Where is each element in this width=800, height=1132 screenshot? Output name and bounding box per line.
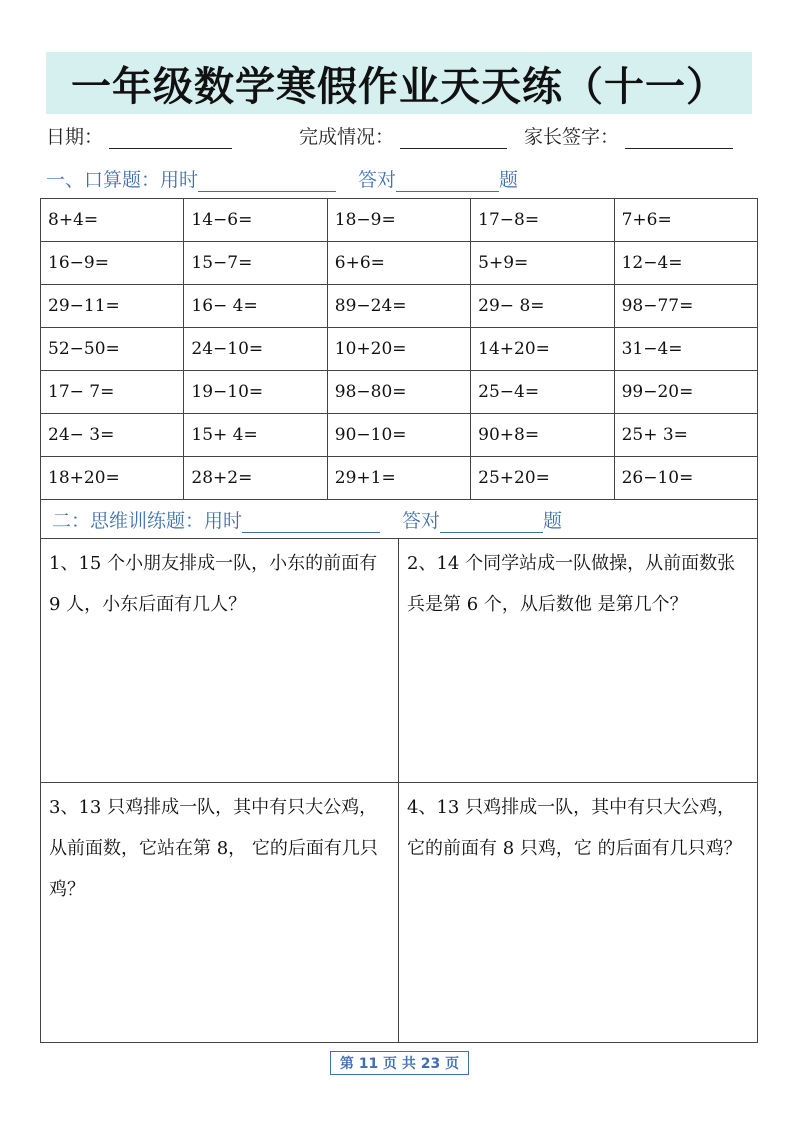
- title-banner: [46, 52, 752, 114]
- status-label: 完成情况：: [299, 126, 395, 148]
- problem-cell[interactable]: 29− 8=: [471, 285, 614, 328]
- problem-cell[interactable]: 8+4=: [41, 199, 184, 242]
- problem-cell[interactable]: 16− 4=: [184, 285, 327, 328]
- oral-calculation-table: [40, 198, 758, 500]
- problem-cell[interactable]: 89−24=: [327, 285, 470, 328]
- problem-cell[interactable]: 24−10=: [184, 328, 327, 371]
- problem-cell[interactable]: 25+ 3=: [614, 414, 757, 457]
- problem-cell[interactable]: 14+20=: [471, 328, 614, 371]
- date-field: [46, 122, 232, 149]
- problem-cell[interactable]: 18+20=: [41, 457, 184, 500]
- table-row: [41, 414, 758, 457]
- section1-time-blank[interactable]: [198, 171, 336, 192]
- problem-cell[interactable]: 31−4=: [614, 328, 757, 371]
- word-problem-2[interactable]: 2、14 个同学站成一队做操，从前面数张兵是第 6 个，从后数他 是第几个？: [398, 538, 758, 783]
- table-row: [41, 328, 758, 371]
- section2-time-blank[interactable]: [242, 512, 380, 533]
- problem-cell[interactable]: 24− 3=: [41, 414, 184, 457]
- section2-correct-label: 答对: [402, 510, 441, 532]
- info-row: [46, 122, 752, 152]
- section1-correct-blank[interactable]: [396, 171, 499, 192]
- section2-suffix: 题: [543, 510, 563, 532]
- problem-cell[interactable]: 19−10=: [184, 371, 327, 414]
- signature-field: [524, 122, 733, 149]
- section1-prefix: 一、口算题：用时: [46, 169, 199, 191]
- problem-cell[interactable]: 15+ 4=: [184, 414, 327, 457]
- section1-suffix: 题: [499, 169, 519, 191]
- problem-cell[interactable]: 7+6=: [614, 199, 757, 242]
- status-blank[interactable]: [400, 128, 507, 149]
- table-row: [41, 285, 758, 328]
- problem-cell[interactable]: 18−9=: [327, 199, 470, 242]
- problem-cell[interactable]: 25+20=: [471, 457, 614, 500]
- problem-cell[interactable]: 16−9=: [41, 242, 184, 285]
- problem-cell[interactable]: 29−11=: [41, 285, 184, 328]
- section2-correct-blank[interactable]: [440, 512, 543, 533]
- problem-cell[interactable]: 6+6=: [327, 242, 470, 285]
- table-row: [41, 457, 758, 500]
- signature-blank[interactable]: [625, 128, 733, 149]
- section2-prefix: 二：思维训练题：用时: [52, 510, 243, 532]
- problem-cell[interactable]: 25−4=: [471, 371, 614, 414]
- section1-correct-label: 答对: [358, 169, 397, 191]
- problem-cell[interactable]: 10+20=: [327, 328, 470, 371]
- problem-cell[interactable]: 98−80=: [327, 371, 470, 414]
- problem-cell[interactable]: 90+8=: [471, 414, 614, 457]
- table-row: [41, 199, 758, 242]
- problem-cell[interactable]: 15−7=: [184, 242, 327, 285]
- problem-cell[interactable]: 12−4=: [614, 242, 757, 285]
- problem-cell[interactable]: 26−10=: [614, 457, 757, 500]
- page-title: 一年级数学寒假作业天天练（十一）: [71, 63, 727, 110]
- problem-cell[interactable]: 99−20=: [614, 371, 757, 414]
- problem-cell[interactable]: 90−10=: [327, 414, 470, 457]
- section1-heading: [46, 165, 518, 192]
- status-field: [299, 122, 507, 149]
- problem-cell[interactable]: 17−8=: [471, 199, 614, 242]
- page-indicator: 第 11 页 共 23 页: [330, 1051, 469, 1075]
- table-row: [41, 371, 758, 414]
- problem-cell[interactable]: 29+1=: [327, 457, 470, 500]
- problem-cell[interactable]: 14−6=: [184, 199, 327, 242]
- word-problem-3[interactable]: 3、13 只鸡排成一队，其中有只大公鸡，从前面数，它站在第 8， 它的后面有几只鸡？: [40, 782, 399, 1043]
- table-row: [41, 242, 758, 285]
- problem-cell[interactable]: 17− 7=: [41, 371, 184, 414]
- word-problem-1[interactable]: 1、15 个小朋友排成一队，小东的前面有 9 人，小东后面有几人？: [40, 538, 399, 783]
- date-blank[interactable]: [109, 128, 232, 149]
- signature-label: 家长签字：: [524, 126, 620, 148]
- section2-heading: [52, 506, 562, 533]
- problem-cell[interactable]: 5+9=: [471, 242, 614, 285]
- date-label: 日期：: [46, 126, 104, 148]
- word-problem-grid: [40, 538, 758, 1043]
- word-problem-4[interactable]: 4、13 只鸡排成一队，其中有只大公鸡，它的前面有 8 只鸡，它 的后面有几只鸡？: [398, 782, 758, 1043]
- problem-cell[interactable]: 98−77=: [614, 285, 757, 328]
- problem-cell[interactable]: 52−50=: [41, 328, 184, 371]
- problem-cell[interactable]: 28+2=: [184, 457, 327, 500]
